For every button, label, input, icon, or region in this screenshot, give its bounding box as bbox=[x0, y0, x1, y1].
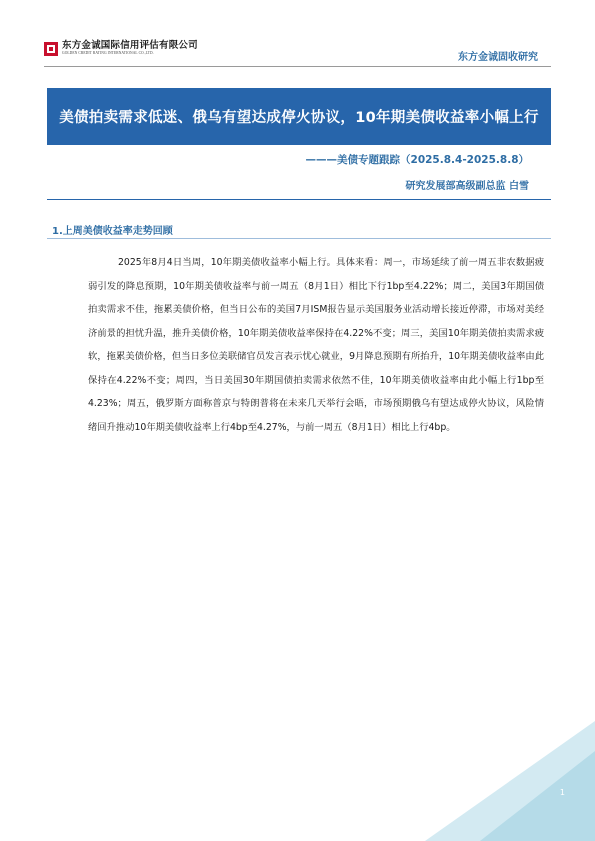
section-heading: 1.上周美债收益率走势回顾 bbox=[52, 226, 173, 237]
title-banner bbox=[47, 88, 551, 145]
logo-chinese-name: 东方金诚国际信用评估有限公司 bbox=[62, 40, 198, 51]
header-divider bbox=[44, 66, 551, 67]
logo-english-name: GOLDEN CREDIT RATING INTERNATIONAL CO.,LTD. bbox=[62, 51, 154, 55]
page-header bbox=[0, 0, 595, 70]
header-research-label: 东方金诚固收研究 bbox=[458, 52, 538, 63]
section-paragraph: 2025年8月4日当周，10年期美债收益率小幅上行。具体来看：周一，市场延续了前一周五非农数据疲弱引发的降息预期，10年期美债收益率与前一周五（8月1日）相比下行1bp至4.22%；周二，美国3年期国债拍卖需求不佳，拖累美债价格，但当日公布的美国7月ISM报告显示美国服务业活动增长接近停滞，市场对美经济前景的担忧升温，推升美债价格，10年期美债收益率保持在4.22%不变；周三，美国10年期美债拍卖需求疲软，拖累美债价格，但当日多位美联储官员发言表示忧心就业，9月降息预期有所抬升，10年期美债收益率由此保持在4.22%不变；周四，当日美国30年期国债拍卖需求依然不佳，10年期美债收益率由此小幅上行1bp至4.23%；周五，俄罗斯方面称普京与特朗普将在未来几天举行会晤，市场预期俄乌有望达成停火协议，风险情绪回升推动10年期美债收益率上行4bp至4.27%，与前一周五（8月1日）相比上行4bp。 bbox=[88, 257, 544, 433]
report-author: 研究发展部高级副总监 白雪 bbox=[405, 181, 529, 192]
logo-mark-icon bbox=[44, 42, 58, 56]
page-number: 1 bbox=[559, 788, 565, 797]
company-logo bbox=[44, 40, 198, 64]
title-divider bbox=[47, 199, 551, 200]
section-divider bbox=[47, 238, 551, 239]
corner-decoration bbox=[385, 721, 595, 841]
report-title: 美债拍卖需求低迷、俄乌有望达成停火协议，10年期美债收益率小幅上行 bbox=[59, 110, 539, 126]
logo-text bbox=[62, 40, 198, 56]
report-subtitle: ———美债专题跟踪（2025.8.4-2025.8.8） bbox=[305, 154, 529, 166]
